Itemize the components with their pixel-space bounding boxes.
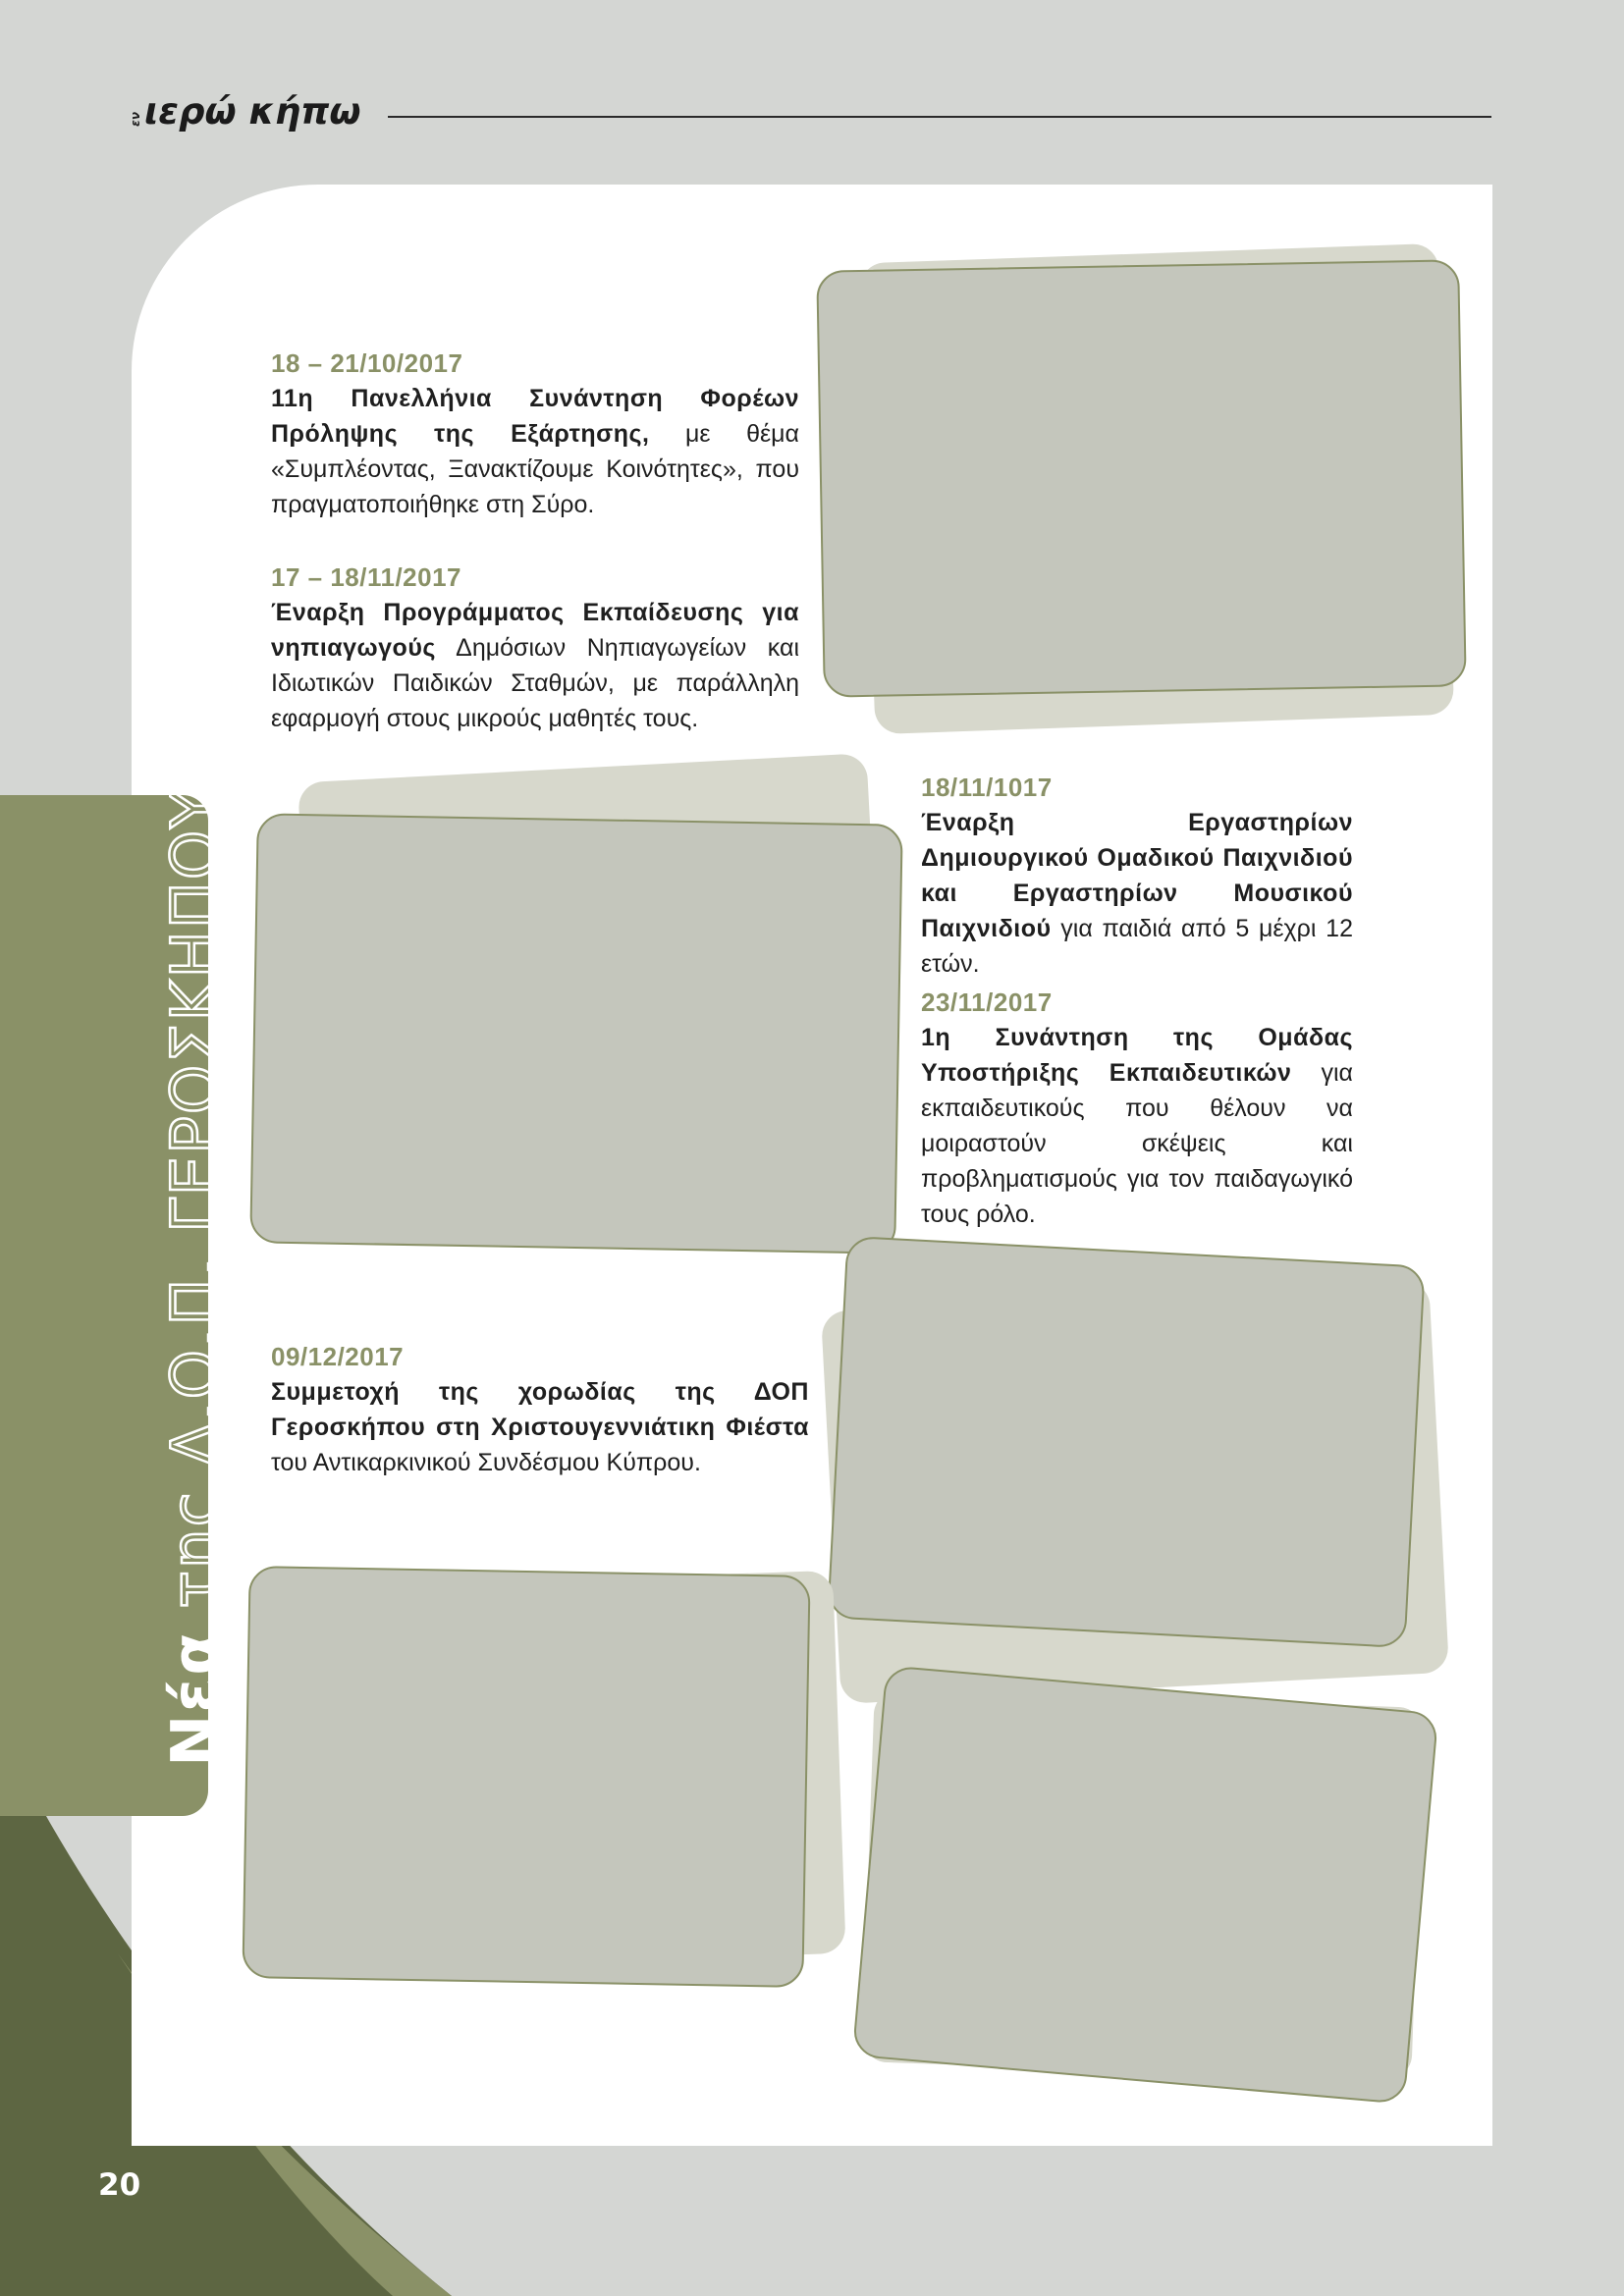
news-body: του Αντικαρκινικού Συνδέσμου Κύπρου. xyxy=(271,1449,701,1476)
logo-small-text: εν xyxy=(129,112,142,127)
news-body: με θέμα «Συμπλέοντας, Ξανακτίζουμε Κοινότητες», που πραγματοποιήθηκε στη Σύρο. xyxy=(271,420,799,518)
photo-placeholder xyxy=(816,259,1466,697)
header-rule xyxy=(388,116,1491,118)
photo-frame xyxy=(825,1237,1453,1669)
photo-frame xyxy=(818,224,1486,734)
news-title: Έναρξη Προγράμματος Εκπαίδευσης για νηπιαγωγούς xyxy=(271,599,799,662)
section-title xyxy=(159,788,232,1767)
news-item xyxy=(921,985,1353,1232)
news-title: Έναρξη Εργαστηρίων Δημιουργικού Ομαδικού Παιχνιδιού και Εργαστηρίων Μουσικού Παιχνιδιού xyxy=(921,809,1353,942)
news-title: 11η Πανελλήνια Συνάντηση Φορέων Πρόληψης της Εξάρτησης, xyxy=(271,385,799,448)
news-item xyxy=(921,770,1353,982)
news-title: Συμμετοχή της χορωδίας της ΔΟΠ Γεροσκήπου στη Χριστουγεννιάτικη Φιέστα xyxy=(271,1378,809,1441)
news-item xyxy=(271,1339,809,1480)
photo-placeholder xyxy=(249,813,903,1254)
photo-frame xyxy=(241,1561,869,1993)
news-item xyxy=(271,560,799,736)
photo-placeholder xyxy=(242,1566,810,1988)
photo-placeholder xyxy=(827,1236,1426,1648)
news-date: 23/11/2017 xyxy=(921,988,1053,1017)
news-body: για παιδιά από 5 μέχρι 12 ετών. xyxy=(921,915,1353,978)
news-body: Δημόσιων Νηπιαγωγείων και Ιδιωτικών Παιδικών Σταθμών, με παράλληλη εφαρμογή στους μικρούς μαθητές τους. xyxy=(271,634,799,732)
section-title-outline: της Δ.Ο.Π. ΓΕΡΟΣΚΗΠΟΥ xyxy=(159,787,232,1630)
logo-text: ιερώ κήπω xyxy=(144,90,361,133)
news-body: για εκπαιδευτικούς που θέλουν να μοιραστούν σκέψεις και προβληματισμούς για τον παιδαγωγικό τους ρόλο. xyxy=(921,1059,1354,1228)
photo-frame xyxy=(250,758,918,1260)
news-title: 1η Συνάντηση της Ομάδας Υποστήριξης Εκπαιδευτικών xyxy=(921,1024,1353,1087)
photo-placeholder xyxy=(852,1665,1439,2105)
news-date: 18 – 21/10/2017 xyxy=(271,348,463,378)
news-date: 17 – 18/11/2017 xyxy=(271,562,462,592)
news-item xyxy=(271,346,799,522)
section-title-bold: Νέα xyxy=(159,1629,232,1767)
magazine-logo xyxy=(129,90,361,133)
news-date: 09/12/2017 xyxy=(271,1342,405,1371)
page-number: 20 xyxy=(98,2167,141,2203)
news-date: 18/11/1017 xyxy=(921,773,1053,802)
photo-frame xyxy=(848,1669,1447,2101)
